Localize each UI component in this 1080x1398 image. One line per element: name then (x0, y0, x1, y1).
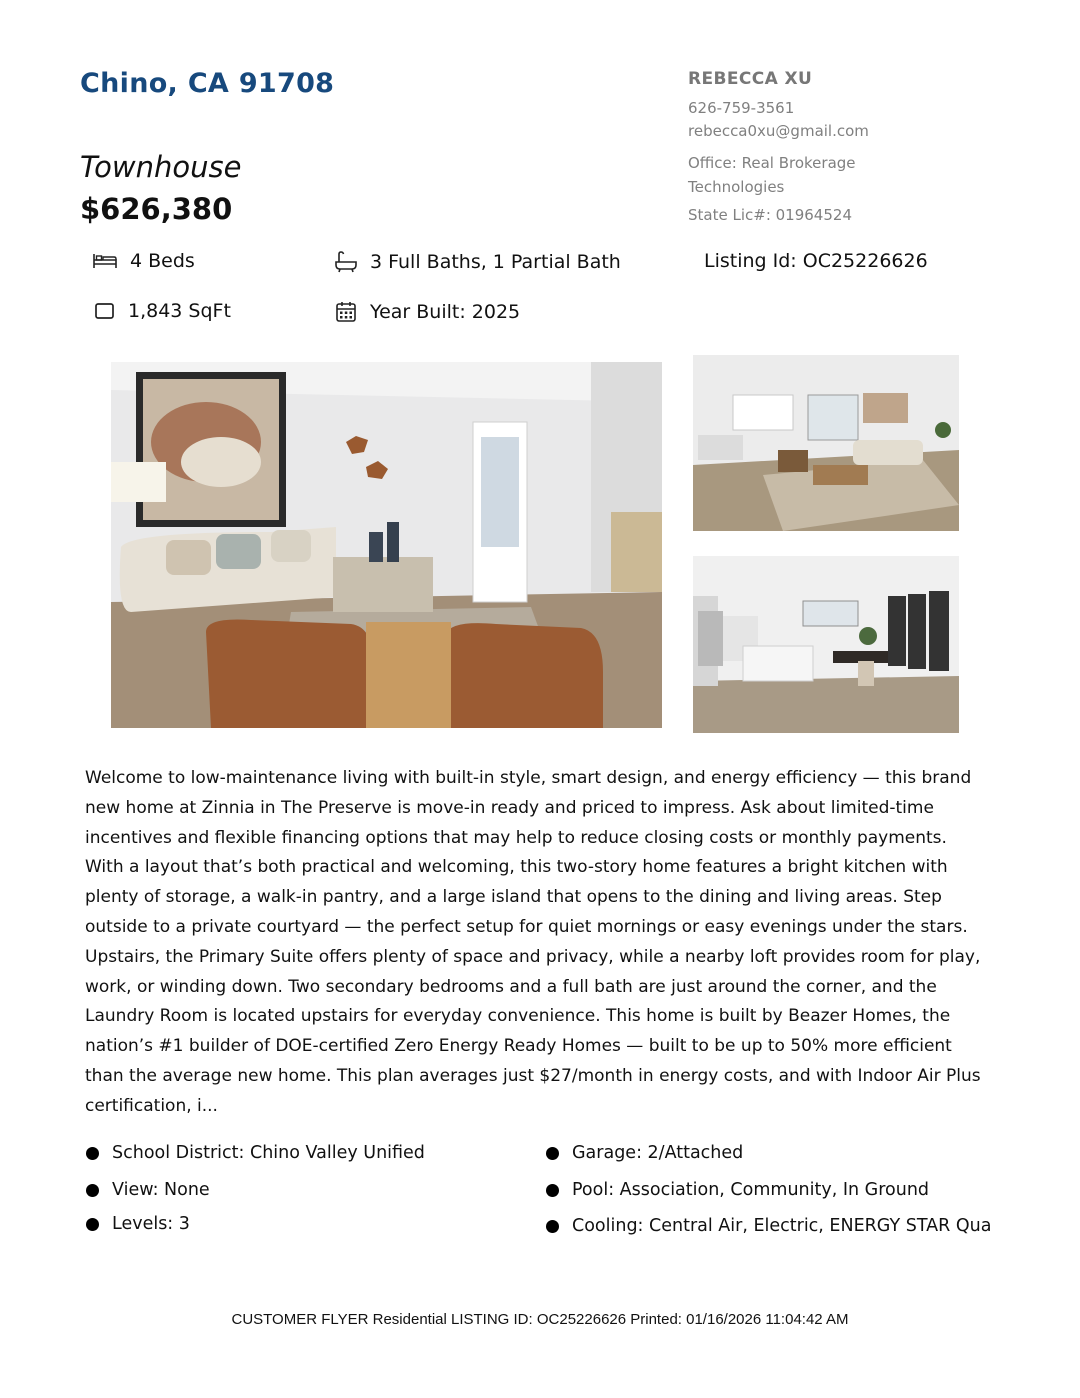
beds-label: 4 Beds (130, 250, 195, 272)
beds-feature (92, 250, 195, 272)
bullet-dot-icon (546, 1147, 559, 1160)
detail-pool: Pool: Association, Community, In Ground (546, 1180, 929, 1200)
bullet-dot-icon (546, 1184, 559, 1197)
bullet-dot-icon (86, 1184, 99, 1197)
photo-thumbnail-living (693, 355, 959, 531)
agent-office: Office: Real Brokerage (688, 154, 856, 172)
sqft-feature (94, 300, 231, 322)
property-location: Chino, CA 91708 (80, 68, 335, 99)
calendar-icon (334, 300, 358, 324)
year-built-label: Year Built: 2025 (370, 301, 521, 323)
property-price: $626,380 (80, 192, 233, 226)
detail-levels: Levels: 3 (86, 1214, 190, 1234)
baths-label: 3 Full Baths, 1 Partial Bath (370, 251, 621, 273)
photo-thumbnail-kitchen (693, 556, 959, 733)
agent-email: rebecca0xu@gmail.com (688, 122, 869, 140)
bullet-dot-icon (86, 1218, 99, 1231)
sqft-label: 1,843 SqFt (128, 300, 231, 322)
listing-id: Listing Id: OC25226626 (704, 250, 928, 272)
detail-cooling: Cooling: Central Air, Electric, ENERGY STAR Qua (546, 1216, 1080, 1236)
bed-icon (92, 251, 118, 271)
agent-phone: 626-759-3561 (688, 99, 795, 117)
detail-garage: Garage: 2/Attached (546, 1143, 743, 1163)
square-icon (94, 301, 116, 321)
agent-name: REBECCA XU (688, 69, 813, 89)
detail-view: View: None (86, 1180, 210, 1200)
detail-school-district: School District: Chino Valley Unified (86, 1143, 425, 1163)
year-built-feature (334, 300, 520, 324)
bullet-dot-icon (546, 1220, 559, 1233)
baths-feature (334, 250, 621, 274)
bullet-dot-icon (86, 1147, 99, 1160)
main-photo-living-room (111, 362, 662, 728)
property-description: Welcome to low-maintenance living with built-in style, smart design, and energy efficiency — this brand new home at Zinnia in The Preserve is move-in ready and priced to impress. Ask about limited-time incentives and flexible financing options that may help to reduce closing costs or monthly payments. With a layout that’s both practical and welcoming, this two-story home features a bright kitchen with plenty of storage, a walk-in pantry, and a large island that opens to the dining and living areas. Step outside to a private courtyard — the perfect setup for quiet mornings or easy evenings under the stars. Upstairs, the Primary Suite offers plenty of space and privacy, while a nearby loft provides room for play, work, or winding down. Two secondary bedrooms and a full bath are just around the corner, and the Laundry Room is located upstairs for everyday convenience. This home is built by Beazer Homes, the nation’s #1 builder of DOE-certified Zero Energy Ready Homes — built to be up to 50% more efficient than the average new home. This plan averages just $27/month in energy costs, and with Indoor Air Plus certification, i... (85, 768, 981, 1116)
property-type: Townhouse (80, 150, 242, 184)
bath-icon (334, 250, 358, 274)
agent-office-cont: Technologies (688, 178, 785, 196)
flyer-footer: CUSTOMER FLYER Residential LISTING ID: OC25226626 Printed: 01/16/2026 11:04:42 AM (231, 1311, 849, 1328)
agent-license: State Lic#: 01964524 (688, 206, 852, 224)
